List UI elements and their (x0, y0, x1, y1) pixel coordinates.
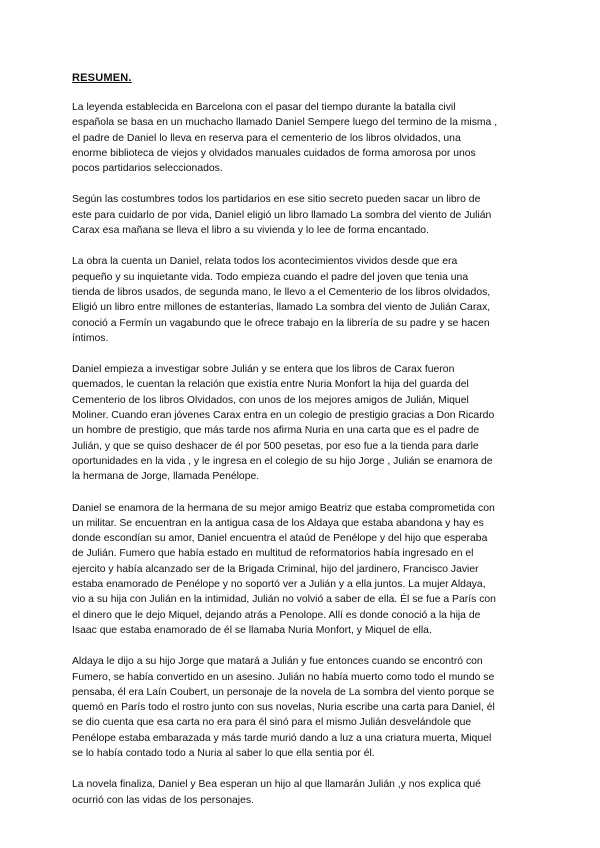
paragraph-line: se lo había contado todo a Nuria al saber lo que ella sentia por él. (72, 747, 375, 759)
paragraph (72, 777, 532, 808)
paragraph (72, 100, 532, 176)
paragraph (72, 192, 532, 238)
paragraph-line: ocurrió con las vidas de los personajes. (72, 794, 254, 806)
paragraph-line: Daniel empieza a investigar sobre Julián y se entera que los libros de Carax fueron (72, 364, 455, 376)
paragraph-line: tienda de libros usados, de segunda mano, le llevo a el Cementerio de los libros olvidados, (72, 286, 491, 298)
paragraph-line: la hermana de Jorge, llamada Penélope. (72, 471, 260, 483)
paragraph (72, 362, 532, 484)
paragraph-line: este para cuidarlo de por vida, Daniel eligió un libro llamado La sombra del viento de Julián (72, 209, 492, 221)
paragraph (72, 654, 532, 761)
paragraph-line: donde escondían su amor, Daniel encuentra el ataúd de Penélope y del hijo que esperaba (72, 533, 488, 545)
paragraph-line: española se basa en un muchacho llamado Daniel Sempere luego del termino de la misma , (72, 117, 498, 129)
paragraph-line: Eligió un libro entre millones de estanterías, llamado La sombra del viento de Julián Carax, (72, 302, 491, 314)
paragraph-line: quemados, le cuentan la relación que existía entre Nuria Monfort la hija del guarda del (72, 379, 469, 391)
paragraph-line: Aldaya le dijo a su hijo Jorge que matará a Julián y fue entonces cuando se encontró con (72, 656, 483, 668)
paragraph-line: quemó en París todo el rostro junto con sus novelas, Nuria escribe una carta para Daniel, él (72, 702, 495, 714)
paragraph-line: Daniel se enamora de la hermana de su mejor amigo Beatriz que estaba comprometida con (72, 502, 495, 514)
document-body (72, 100, 532, 824)
paragraph-line: conoció a Fermín un vagabundo que le ofrece trabajo en la librería de su padre y se hacen (72, 317, 490, 329)
paragraph-line: íntimos. (72, 332, 109, 344)
paragraph (72, 501, 532, 639)
paragraph-line: pensaba, él era Laín Coubert, un personaje de la novela de La sombra del viento porque se (72, 686, 495, 698)
paragraph-line: pequeño y su inquietante vida. Todo empieza cuando el padre del joven que tenia una (72, 271, 469, 283)
paragraph-line: ejercito y había alcanzado ser de la Brigada Criminal, hijo del jardinero, Francisco Javier (72, 563, 479, 575)
paragraph-line: Carax esa mañana se lleva el libro a su vivienda y lo lee de forma encantado. (72, 225, 429, 237)
paragraph-line: el dinero que le dejo Miquel, dejando atrás a Penolope. Allí es donde conoció a la hija de (72, 609, 481, 621)
paragraph-line: La leyenda establecida en Barcelona con el pasar del tiempo durante la batalla civil (72, 102, 456, 113)
paragraph-line: de Julián. Fumero que había estado en multitud de reformatorios había ingresado en el (72, 548, 474, 560)
paragraph-line: Isaac que estaba enamorado de él se llamaba Nuria Monfort, y Miquel de ella. (72, 624, 432, 636)
paragraph-line: oportunidades en la vida , y le ingresa en el colegio de su hijo Jorge , Julián se enamora de (72, 455, 493, 467)
paragraph (72, 254, 532, 346)
paragraph-line: vio a su hija con Julián en la intimidad, Julián no volvió a saber de ella. Él se fue a París con (72, 594, 496, 606)
paragraph-line: se dio cuenta que esa carta no era para él sinó para el mismo Julián desvelándole que (72, 717, 472, 729)
paragraph-line: Fumero, se había convertido en un asesino. Julián no había muerto como todo el mundo se (72, 671, 495, 683)
paragraph-line: La obra la cuenta un Daniel, relata todos los acontecimientos vividos desde que era (72, 256, 458, 268)
paragraph-line: Penélope estaba embarazada y más tarde murió dando a luz a una criatura muerta, Miquel (72, 732, 492, 744)
paragraph-line: el padre de Daniel lo lleva en reserva para el cementerio de los libros olvidados, una (72, 132, 461, 144)
paragraph-line: estaba enamorado de Penélope y no soportó ver a Julián y a ella juntos. La mujer Aldaya, (72, 579, 486, 591)
paragraph-line: Moliner. Cuando eran jóvenes Carax entra en un colegio de prestigio gracias a Don Ricardo (72, 410, 495, 422)
paragraph-line: Julián, y que se quiso deshacer de él por 500 pesetas, por eso fue a la tienda para darle (72, 440, 479, 452)
paragraph-line: un hombre de prestigio, que más tarde nos afirma Nuria en una carta que es el padre de (72, 425, 480, 437)
document-title: RESUMEN. (72, 72, 132, 84)
paragraph-line: La novela finaliza, Daniel y Bea esperan un hijo al que llamarán Julián ,y nos explica qué (72, 779, 481, 791)
paragraph-line: enorme biblioteca de viejos y olvidados manuales cuidados de forma amorosa por unos (72, 147, 476, 159)
paragraph-line: pocos partidarios seleccionados. (72, 163, 223, 175)
paragraph-line: Cementerio de los libros Olvidados, con unos de los mejores amigos de Julián, Miquel (72, 394, 469, 406)
paragraph-line: un militar. Se encuentran en la antigua casa de los Aldaya que estaba abandona y hay es (72, 517, 484, 529)
paragraph-line: Según las costumbres todos los partidarios en ese sitio secreto pueden sacar un libro de (72, 194, 481, 206)
